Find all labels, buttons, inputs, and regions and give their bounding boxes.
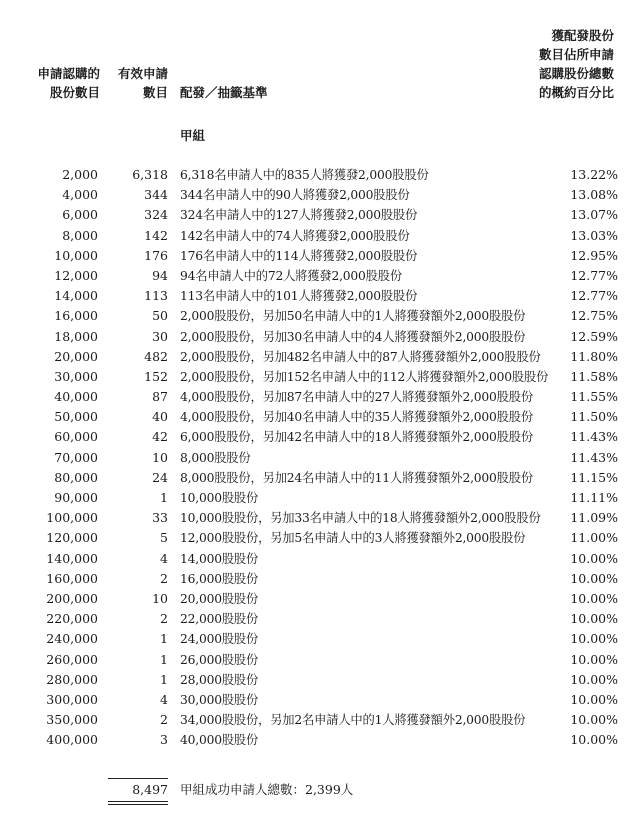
percentage-cell: 11.55% [570,389,618,405]
valid-applications-cell: 152 [144,368,168,384]
table-row [0,629,644,649]
percentage-cell: 10.00% [570,732,618,748]
allotment-basis-cell: 6,318名申請人中的835人將獲發2,000股股份 [180,168,429,182]
header-allotment-basis: 配發／抽籤基準 [180,85,268,100]
shares-applied-cell: 90,000 [54,490,98,505]
allotment-basis-cell: 22,000股股份 [180,612,259,627]
valid-applications-cell: 142 [144,227,168,243]
allotment-basis-cell: 4,000股股份，另加40名申請人中的35人將獲發額外2,000股股份 [180,410,533,425]
shares-applied-cell: 16,000 [54,308,98,324]
allotment-basis-cell: 6,000股股份，另加42名申請人中的18人將獲發額外2,000股股份 [180,430,533,445]
header-shares-applied-line1: 申請認購的 [37,66,100,81]
percentage-cell: 10.00% [570,651,618,667]
header-valid-applications-line1: 有效申請 [117,66,168,81]
shares-applied-cell: 350,000 [46,712,98,728]
table-row [0,306,644,326]
header-approx-percentage-line3: 認購股份總數 [538,66,614,81]
valid-applications-cell: 33 [152,510,168,526]
table-row [0,528,644,548]
allotment-basis-cell: 8,000股股份 [180,450,251,465]
total-rule-bottom-2 [108,804,168,805]
shares-applied-cell: 400,000 [46,732,98,748]
percentage-cell: 13.08% [570,187,618,203]
allotment-basis-cell: 94名申請人中的72人將獲發2,000股股份 [180,268,402,283]
percentage-cell: 11.43% [570,429,618,445]
allotment-basis-cell: 8,000股股份，另加24名申請人中的11人將獲發額外2,000股股份 [180,470,533,485]
table-row [0,690,644,710]
valid-applications-cell: 1 [160,671,168,687]
shares-applied-cell: 70,000 [54,449,98,465]
table-row [0,488,644,508]
percentage-cell: 13.22% [570,167,618,182]
percentage-cell: 11.50% [570,409,618,425]
percentage-cell: 12.77% [570,267,618,283]
percentage-cell: 10.00% [570,712,618,728]
valid-applications-cell: 176 [144,247,168,263]
valid-applications-cell: 2 [160,570,168,586]
shares-applied-cell: 220,000 [46,611,98,627]
table-row [0,730,644,750]
shares-applied-cell: 50,000 [54,409,98,425]
shares-applied-cell: 40,000 [54,389,98,405]
valid-applications-cell: 344 [144,187,168,203]
shares-applied-cell: 30,000 [54,368,98,384]
shares-applied-cell: 100,000 [46,510,98,526]
percentage-cell: 10.00% [570,611,618,627]
percentage-cell: 10.00% [570,550,618,566]
allotment-basis-cell: 16,000股股份 [180,571,259,586]
table-row [0,407,644,427]
valid-applications-cell: 50 [152,308,168,324]
valid-applications-cell: 1 [160,490,168,505]
table-row [0,165,644,185]
percentage-cell: 11.80% [570,348,618,364]
header-shares-applied-line2: 股份數目 [49,85,100,100]
header-shares-applied [20,64,100,102]
shares-applied-cell: 260,000 [46,651,98,667]
total-rule-bottom-1 [108,801,168,802]
table-row [0,609,644,629]
table-row [0,387,644,407]
allotment-basis-cell: 14,000股股份 [180,551,259,566]
percentage-cell: 10.00% [570,691,618,707]
allotment-table [0,165,644,750]
allotment-basis-cell: 26,000股股份 [180,652,259,667]
percentage-cell: 10.00% [570,590,618,606]
header-approx-percentage-line2: 數目佔所申請 [538,47,614,62]
percentage-cell: 11.15% [570,469,618,485]
valid-applications-cell: 5 [160,530,168,546]
table-row [0,508,644,528]
valid-applications-cell: 30 [152,328,168,344]
allotment-basis-cell: 28,000股股份 [180,672,259,687]
percentage-cell: 10.00% [570,570,618,586]
table-row [0,185,644,205]
table-row [0,549,644,569]
shares-applied-cell: 160,000 [46,570,98,586]
allotment-basis-cell: 2,000股股份，另加50名申請人中的1人將獲發額外2,000股股份 [180,309,526,324]
valid-applications-cell: 24 [152,469,168,485]
percentage-cell: 13.07% [570,207,618,223]
percentage-cell: 12.95% [570,247,618,263]
shares-applied-cell: 10,000 [54,247,98,263]
valid-applications-cell: 2 [160,712,168,728]
table-row [0,650,644,670]
percentage-cell: 10.00% [570,671,618,687]
allotment-basis-cell: 4,000股股份，另加87名申請人中的27人將獲發額外2,000股股份 [180,390,533,405]
percentage-cell: 11.09% [570,510,618,526]
header-valid-applications [104,64,168,102]
header-approx-percentage [539,26,614,102]
group-title: 甲組 [180,128,206,143]
valid-applications-cell: 4 [160,691,168,707]
table-row [0,205,644,225]
percentage-cell: 11.58% [570,368,618,384]
allotment-basis-cell: 2,000股股份，另加482名申請人中的87人將獲發額外2,000股股份 [180,349,541,364]
valid-applications-cell: 10 [152,590,168,606]
shares-applied-cell: 120,000 [46,530,98,546]
valid-applications-cell: 324 [144,207,168,223]
table-row [0,670,644,690]
allotment-basis-cell: 20,000股股份 [180,591,259,606]
valid-applications-cell: 87 [152,389,168,405]
shares-applied-cell: 80,000 [54,469,98,485]
percentage-cell: 12.59% [570,328,618,344]
percentage-cell: 12.77% [570,288,618,304]
shares-applied-cell: 240,000 [46,631,98,647]
allotment-basis-cell: 24,000股股份 [180,632,259,647]
valid-applications-cell: 1 [160,651,168,667]
valid-applications-cell: 6,318 [132,167,168,182]
percentage-cell: 11.11% [570,490,618,505]
allotment-basis-cell: 10,000股股份 [180,491,259,505]
total-rule-top [108,778,168,779]
table-row [0,347,644,367]
shares-applied-cell: 18,000 [54,328,98,344]
total-successful-label: 甲組成功申請人總數：2,399人 [180,782,354,797]
table-row [0,327,644,347]
shares-applied-cell: 140,000 [46,550,98,566]
header-approx-percentage-line1: 獲配發股份 [551,28,614,43]
table-row [0,448,644,468]
table-row [0,589,644,609]
table-row [0,367,644,387]
table-row [0,226,644,246]
shares-applied-cell: 300,000 [46,691,98,707]
percentage-cell: 11.43% [570,449,618,465]
percentage-cell: 13.03% [570,227,618,243]
valid-applications-cell: 94 [152,267,168,283]
valid-applications-cell: 2 [160,611,168,627]
valid-applications-cell: 10 [152,449,168,465]
percentage-cell: 10.00% [570,631,618,647]
shares-applied-cell: 12,000 [54,267,98,283]
valid-applications-cell: 4 [160,550,168,566]
allotment-basis-cell: 40,000股股份 [180,733,259,748]
table-row [0,427,644,447]
shares-applied-cell: 20,000 [54,348,98,364]
valid-applications-cell: 40 [152,409,168,425]
allotment-basis-cell: 176名申請人中的114人將獲發2,000股股份 [180,248,418,263]
shares-applied-cell: 4,000 [62,187,98,203]
allotment-basis-cell: 30,000股股份 [180,692,259,707]
shares-applied-cell: 2,000 [62,167,98,182]
allotment-basis-cell: 12,000股股份，另加5名申請人中的3人將獲發額外2,000股股份 [180,531,526,546]
shares-applied-cell: 8,000 [62,227,98,243]
shares-applied-cell: 280,000 [46,671,98,687]
valid-applications-cell: 3 [160,732,168,748]
allotment-basis-cell: 344名申請人中的90人將獲發2,000股股份 [180,188,410,203]
percentage-cell: 11.00% [570,530,618,546]
total-applications: 8,497 [132,782,168,797]
allotment-basis-cell: 34,000股股份，另加2名申請人中的1人將獲發額外2,000股股份 [180,713,526,728]
valid-applications-cell: 1 [160,631,168,647]
table-row [0,246,644,266]
table-row [0,266,644,286]
table-row [0,569,644,589]
shares-applied-cell: 6,000 [62,207,98,223]
allotment-basis-cell: 10,000股股份，另加33名申請人中的18人將獲發額外2,000股股份 [180,511,541,526]
valid-applications-cell: 42 [152,429,168,445]
shares-applied-cell: 200,000 [46,590,98,606]
allotment-basis-cell: 2,000股股份，另加30名申請人中的4人將獲發額外2,000股股份 [180,329,526,344]
total-row [0,780,644,800]
allotment-basis-cell: 324名申請人中的127人將獲發2,000股股份 [180,208,418,223]
header-approx-percentage-line4: 的概約百分比 [538,85,614,100]
table-row [0,286,644,306]
valid-applications-cell: 482 [144,348,168,364]
allotment-basis-cell: 142名申請人中的74人將獲發2,000股股份 [180,228,410,243]
shares-applied-cell: 60,000 [54,429,98,445]
valid-applications-cell: 113 [144,288,168,304]
header-valid-applications-line2: 數目 [142,85,168,100]
table-row [0,468,644,488]
allotment-basis-cell: 2,000股股份，另加152名申請人中的112人將獲發額外2,000股股份 [180,369,549,384]
table-row [0,710,644,730]
allotment-basis-cell: 113名申請人中的101人將獲發2,000股股份 [180,289,418,304]
percentage-cell: 12.75% [570,308,618,324]
shares-applied-cell: 14,000 [54,288,98,304]
